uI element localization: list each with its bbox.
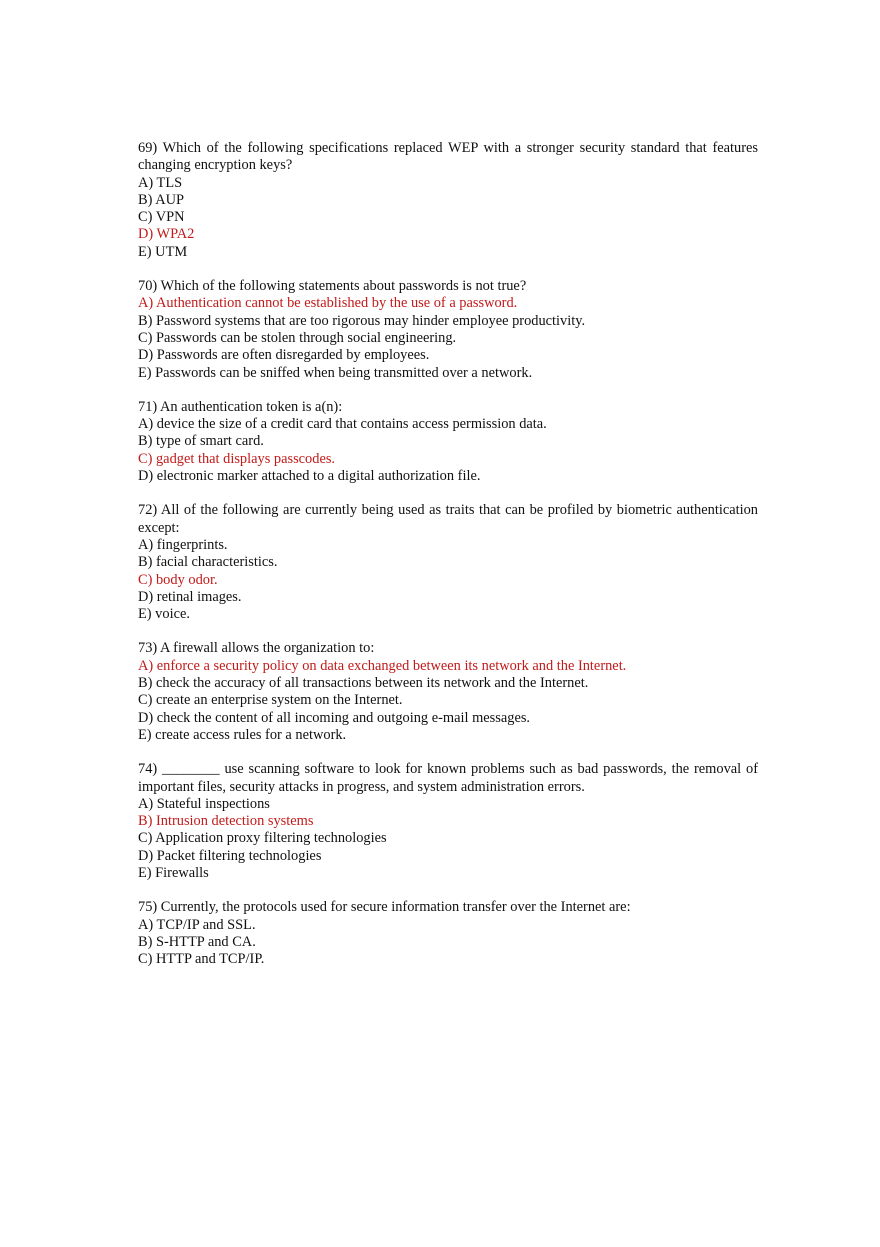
question-70 [138,278,758,382]
answer-option: C) VPN [138,209,185,226]
answer-option: B) type of smart card. [138,433,264,450]
question-71 [138,399,758,485]
question-stem: 69) Which of the following specifications replaced WEP with a stronger security standard that features changing encryption keys? [138,140,758,174]
question-list [138,140,758,985]
answer-option: C) Passwords can be stolen through social engineering. [138,329,457,346]
question-stem: 73) A firewall allows the organization to: [138,640,375,657]
correct-answer-option: A) enforce a security policy on data exchanged between its network and the Internet. [138,657,627,674]
answer-option: B) S-HTTP and CA. [138,933,256,950]
answer-option: C) HTTP and TCP/IP. [138,951,265,968]
answer-option: D) retinal images. [138,588,242,605]
question-69 [138,140,758,261]
question-stem: 71) An authentication token is a(n): [138,398,343,415]
answer-option: E) voice. [138,606,190,623]
answer-option: A) fingerprints. [138,536,228,553]
answer-option: C) create an enterprise system on the Internet. [138,692,403,709]
answer-option: B) check the accuracy of all transactions between its network and the Internet. [138,675,589,692]
answer-option: C) Application proxy filtering technologies [138,830,387,847]
answer-option: B) Password systems that are too rigorous may hinder employee productivity. [138,312,586,329]
answer-option: D) electronic marker attached to a digital authorization file. [138,468,481,485]
question-stem: 70) Which of the following statements about passwords is not true? [138,278,527,295]
question-74 [138,761,758,882]
correct-answer-option: A) Authentication cannot be established by the use of a password. [138,295,518,312]
answer-option: A) TLS [138,174,183,191]
answer-option: B) facial characteristics. [138,554,278,571]
answer-option: D) Packet filtering technologies [138,847,322,864]
answer-option: A) TCP/IP and SSL. [138,916,256,933]
question-73 [138,640,758,744]
answer-option: D) Passwords are often disregarded by employees. [138,347,430,364]
question-stem: 75) Currently, the protocols used for secure information transfer over the Internet are: [138,899,631,916]
answer-option: E) create access rules for a network. [138,726,347,743]
question-stem: 72) All of the following are currently being used as traits that can be profiled by biometric authentication except: [138,502,758,536]
answer-option: A) device the size of a credit card that contains access permission data. [138,416,547,433]
question-75 [138,899,758,968]
correct-answer-option: D) WPA2 [138,226,195,243]
answer-option: E) UTM [138,243,188,260]
correct-answer-option: C) gadget that displays passcodes. [138,450,336,467]
correct-answer-option: B) Intrusion detection systems [138,813,314,830]
answer-option: A) Stateful inspections [138,795,270,812]
question-stem: 74) ________ use scanning software to look for known problems such as bad passwords, the removal of important files, security attacks in progress, and system administration errors. [138,761,758,795]
answer-option: E) Passwords can be sniffed when being transmitted over a network. [138,364,533,381]
question-72 [138,502,758,623]
answer-option: E) Firewalls [138,864,209,881]
correct-answer-option: C) body odor. [138,571,218,588]
answer-option: D) check the content of all incoming and outgoing e-mail messages. [138,709,531,726]
answer-option: B) AUP [138,191,184,208]
